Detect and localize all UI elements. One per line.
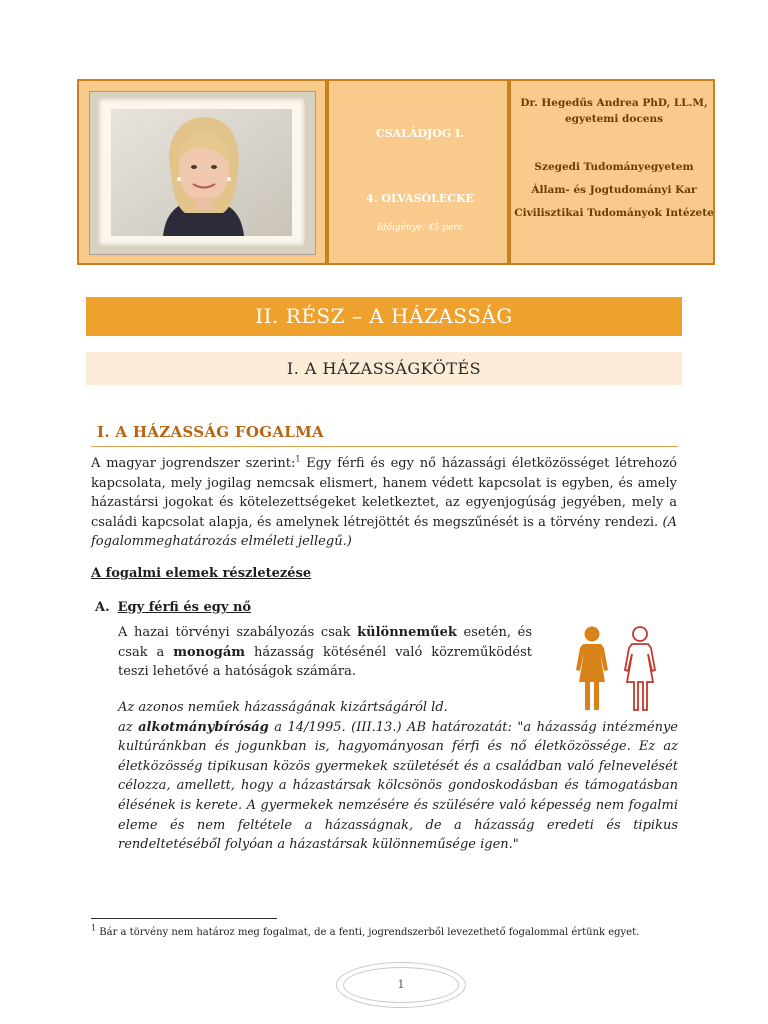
institute-name: Civilisztikai Tudományok Intézete: [514, 207, 714, 219]
subheading: A fogalmi elemek részletezése: [91, 566, 312, 581]
university-name: Szegedi Tudományegyetem: [534, 161, 694, 173]
portrait-frame: [89, 91, 316, 255]
lesson-number: 4. OLVASÓLECKE: [366, 192, 474, 205]
author-name: Dr. Hegedűs Andrea PhD, LL.M, egyetemi docens: [520, 97, 708, 125]
court-decision-quote: Az azonos neműek házasságának kizártságáról ld. az alkotmánybíróság a 14/1995. (III.13.) AB határozatát: "a házasság intézménye kultúránkban és jogunkban is, hagyományosan férfi és nő életközössége. Ez az életközösség tipikusan közös gyermekek születését és a családban való felnevelését célozza, amellett, hogy a házastársak kölcsönös gondoskodásban és támogatásban élésének is kerete. A gyermekek nemzésére és szülésére való képesség nem fogalmi eleme és nem feltétele a házasságnak, de a házasság eredeti és tipikus rendeltetéséből folyóan a házastársak különneműsége igen.": [118, 700, 678, 853]
definition-paragraph: A magyar jogrendszer szerint:$^1$ Egy férfi és egy nő házassági életközösséget létrehozó kapcsolata, mely jogilag nemcsak elismert, hanem védett kapcsolat is egyben, és amely házastársi jogokat és kötelezettségeket keletkeztet, az egyenjogúság jegyében, mely a családi kapcsolat alapja, és amelynek létrejöttét és megszűnését is a törvény rendezi. (A fogalommeghatározás elméleti jellegű.): [91, 454, 678, 550]
author-info-panel: [509, 79, 715, 265]
faculty-name: Állam- és Jogtudományi Kar: [531, 184, 697, 196]
time-requirement: Időigénye: 45 perc: [377, 223, 463, 233]
footnote-number: 1: [91, 923, 97, 933]
list-item-a: [95, 600, 251, 615]
portrait-panel: [77, 79, 327, 265]
list-item-label: Egy férfi és egy nő: [117, 600, 252, 615]
document-header: [77, 79, 715, 265]
regulation-paragraph: A hazai törvényi szabályozás csak különneműek esetén, és csak a monogám házasság kötésénél való közreműködést teszi lehetővé a hatóságok számára.: [118, 625, 532, 680]
section-heading: I. A HÁZASSÁG FOGALMA: [97, 423, 324, 441]
part-title-banner: II. RÉSZ – A HÁZASSÁG: [86, 297, 682, 336]
footnote: [91, 923, 640, 938]
course-title: CSALÁDJOG I.: [375, 127, 465, 140]
constitutional-court-term: alkotmánybíróság: [138, 719, 269, 735]
definition-note: (A fogalommeghatározás elméleti jellegű.): [91, 514, 677, 550]
footnote-reference[interactable]: 1: [295, 454, 301, 464]
section-divider: [91, 446, 678, 447]
course-info-panel: [327, 79, 509, 265]
footnote-separator: [91, 918, 277, 919]
chapter-title-banner: I. A HÁZASSÁGKÖTÉS: [86, 352, 682, 385]
author-portrait-image: [111, 109, 292, 236]
footnote-text: Bár a törvény nem határoz meg fogalmat, de a fenti, jogrendszerből levezethető fogalommal értünk egyet.: [96, 927, 640, 938]
list-letter: A.: [95, 600, 110, 615]
page-number: 1: [343, 967, 459, 1003]
